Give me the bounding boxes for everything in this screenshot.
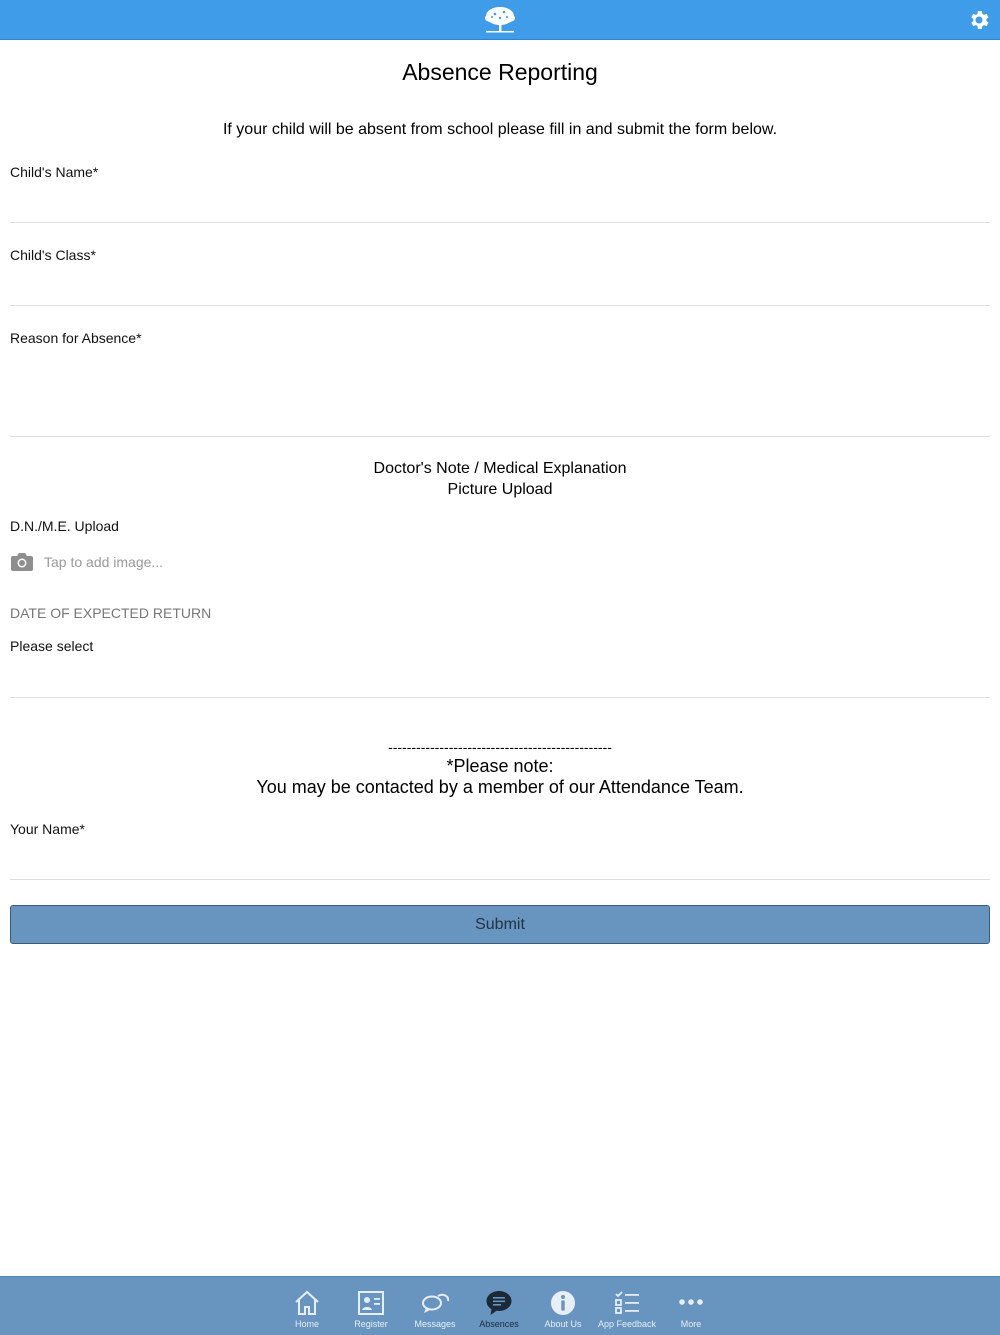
return-date-value: Please select (10, 638, 94, 654)
note-line-2: You may be contacted by a member of our Attendance Team. (256, 777, 744, 797)
intro-text: If your child will be absent from school please fill in and submit the form below. (222, 121, 778, 138)
picture-upload-heading: Picture Upload (447, 481, 553, 498)
page-title: Absence Reporting (402, 59, 598, 85)
absences-icon (485, 1289, 513, 1317)
tab-label: Absences (479, 1319, 519, 1329)
return-date-select[interactable] (10, 637, 990, 698)
camera-icon (10, 552, 34, 572)
attendance-note (0, 738, 1000, 798)
tab-label: More (680, 1319, 702, 1329)
home-icon (293, 1289, 321, 1317)
child-class-label: Child's Class* (10, 247, 96, 263)
more-icon (677, 1289, 705, 1317)
child-name-label: Child's Name* (10, 164, 99, 180)
tab-label: About Us (544, 1319, 582, 1329)
gear-icon[interactable] (967, 8, 991, 32)
your-name-field[interactable] (10, 847, 990, 880)
doctor-note-heading: Doctor's Note / Medical Explanation (373, 460, 627, 477)
app-header (0, 0, 1000, 40)
reason-label: Reason for Absence* (10, 330, 142, 346)
note-line-1: *Please note: (446, 756, 554, 776)
reason-field[interactable] (10, 356, 990, 437)
register-icon (357, 1289, 385, 1317)
add-image-button[interactable] (10, 552, 310, 574)
bottom-tab-bar (0, 1276, 1000, 1335)
submit-button[interactable]: Submit (10, 905, 990, 944)
tab-more[interactable] (659, 1277, 723, 1335)
tab-label: Home (294, 1319, 319, 1329)
info-icon (549, 1289, 577, 1317)
upload-label: D.N./M.E. Upload (10, 518, 119, 534)
tab-label: Messages (414, 1319, 456, 1329)
tab-label: App Feedback (597, 1319, 657, 1329)
return-section-header: DATE OF EXPECTED RETURN (10, 605, 212, 621)
upload-placeholder: Tap to add image... (44, 554, 164, 570)
child-class-field[interactable] (10, 273, 990, 306)
your-name-label: Your Name* (10, 821, 85, 837)
feedback-icon (613, 1289, 641, 1317)
tree-logo-icon (480, 3, 520, 36)
note-divider: ------------------------------------------------ (388, 739, 612, 755)
tab-label: Register (354, 1319, 388, 1329)
messages-icon (421, 1289, 449, 1317)
child-name-field[interactable] (10, 190, 990, 223)
